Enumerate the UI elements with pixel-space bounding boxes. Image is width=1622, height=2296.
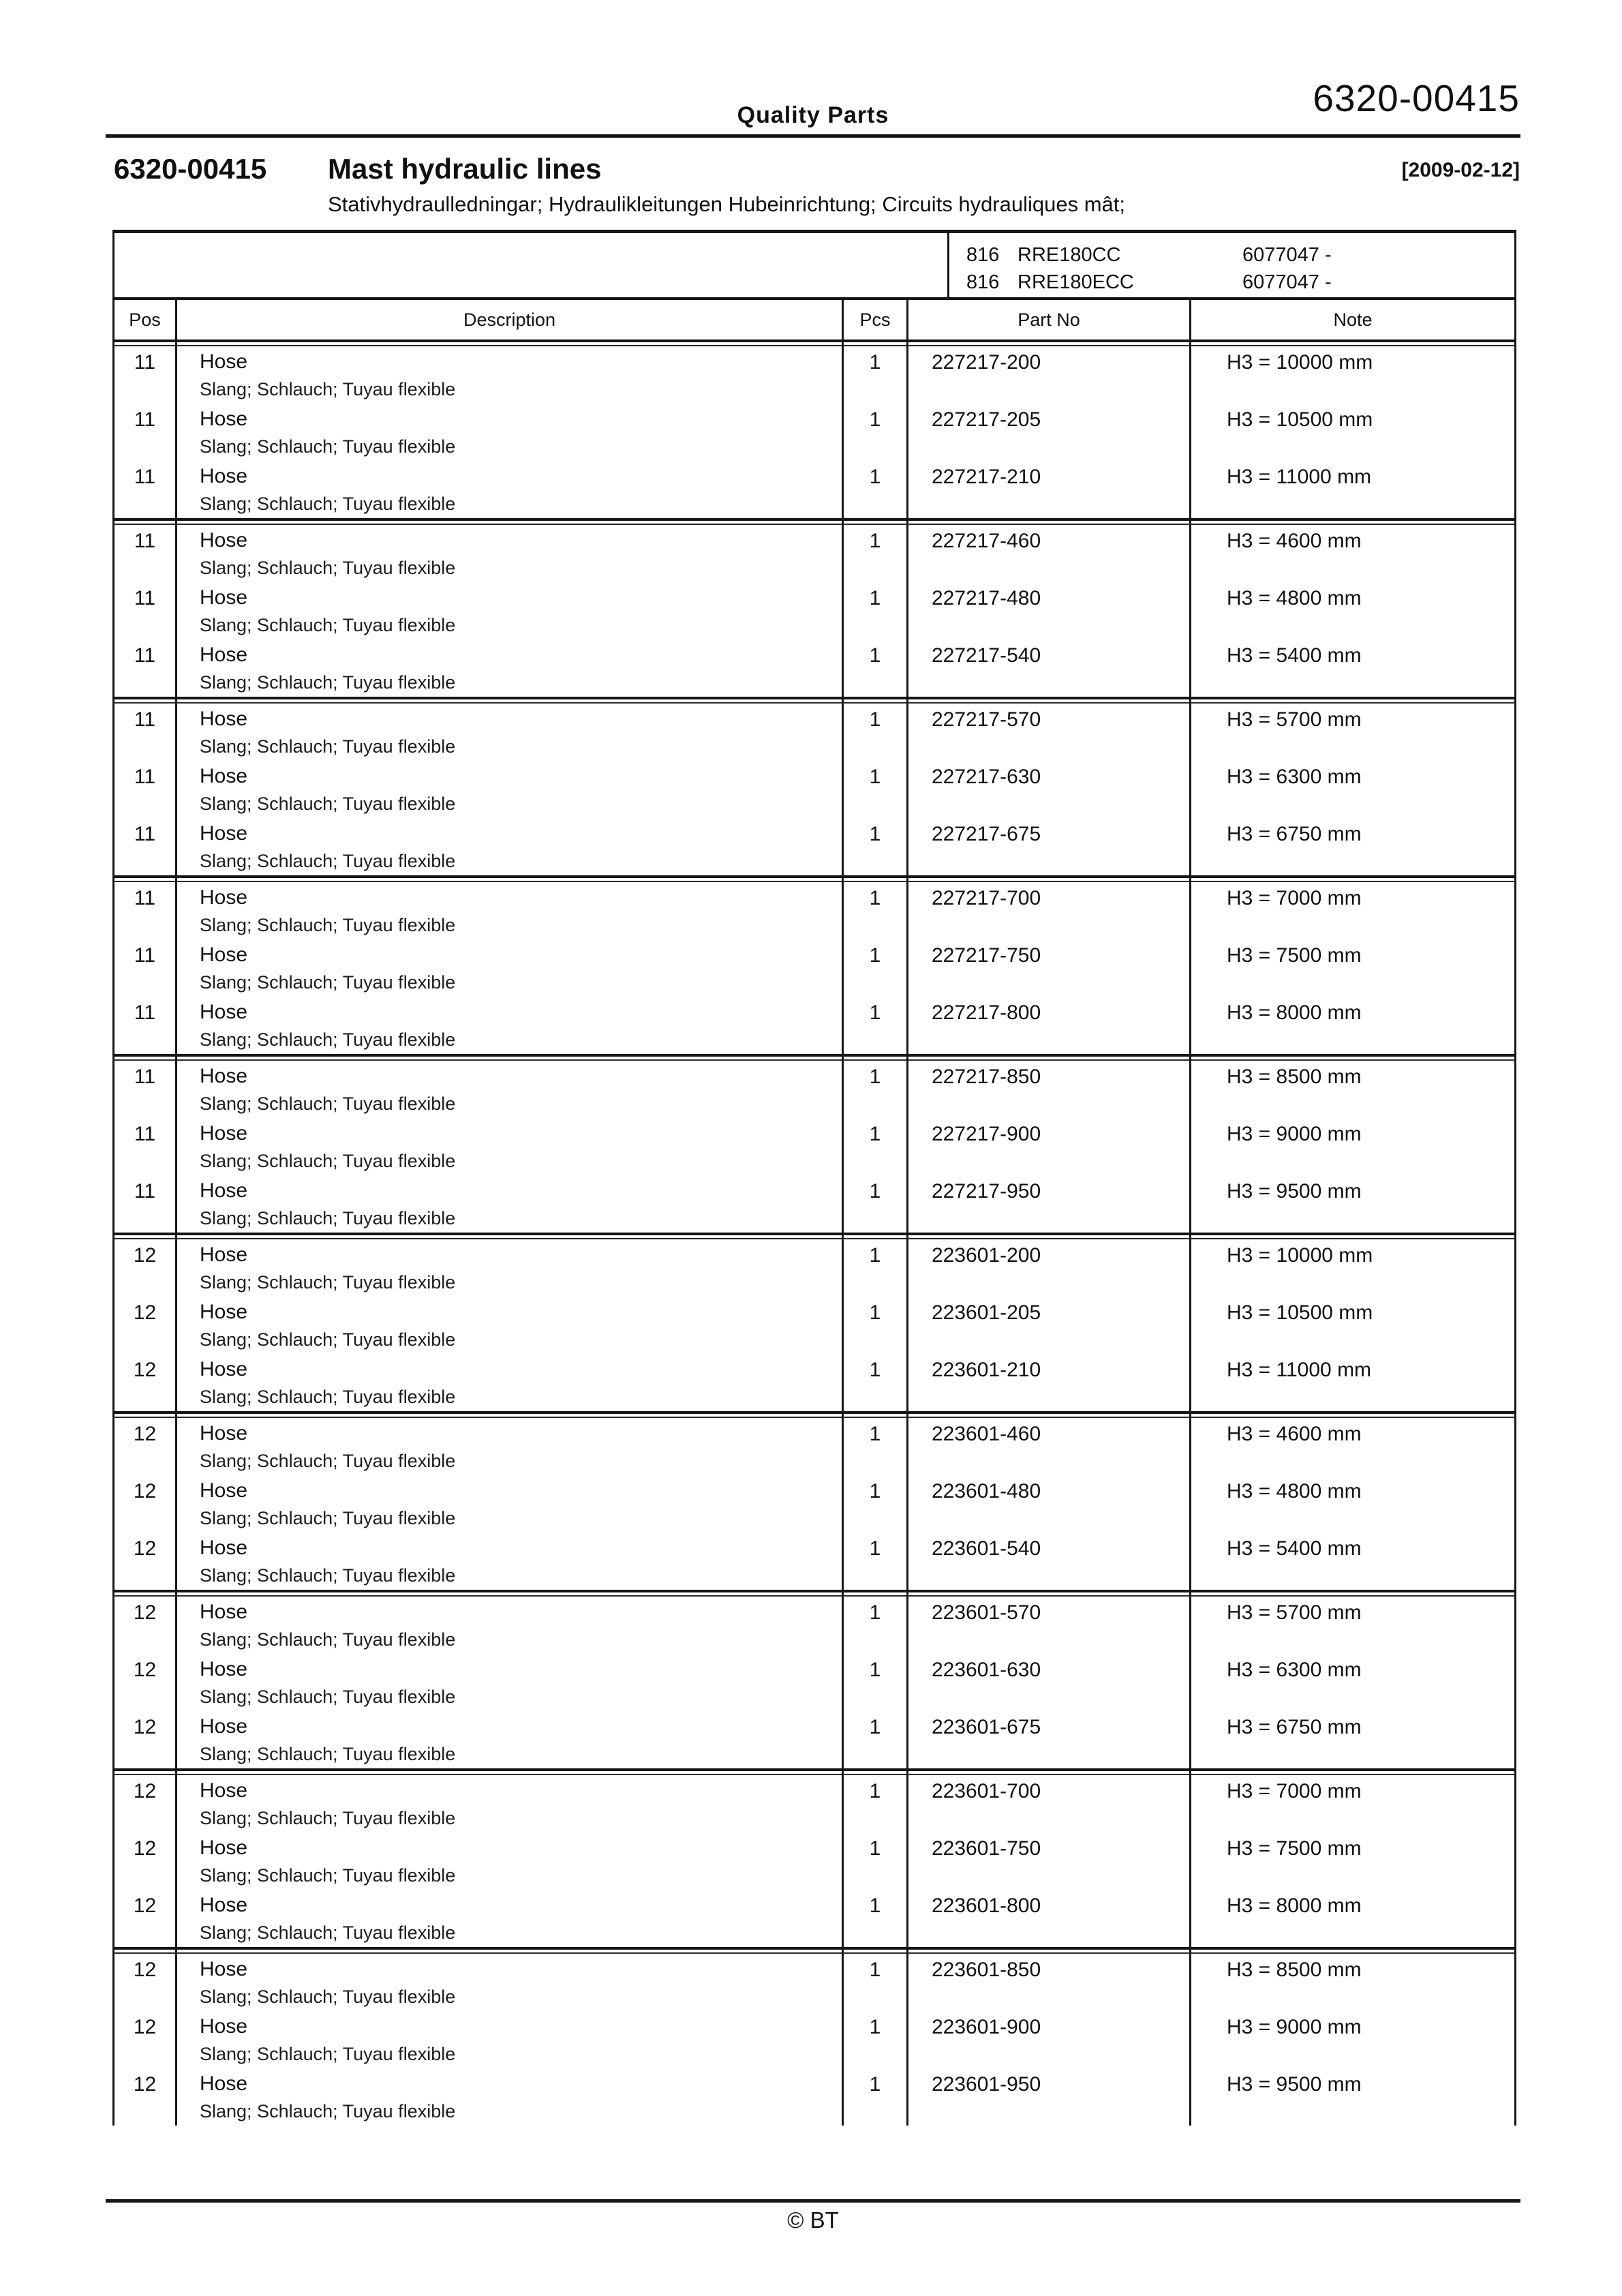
table-row bbox=[112, 1532, 1516, 1590]
pos-cell: 11 bbox=[112, 939, 175, 997]
note-cell: H3 = 5700 mm bbox=[1189, 704, 1516, 761]
part-no-cell: 223601-540 bbox=[906, 1532, 1189, 1590]
note-cell: H3 = 7000 mm bbox=[1189, 1775, 1516, 1832]
pos-cell: 12 bbox=[112, 1239, 175, 1297]
description-translations: Slang; Schlauch; Tuyau flexible bbox=[200, 1744, 456, 1764]
part-no-cell: 223601-205 bbox=[906, 1297, 1189, 1354]
table-row bbox=[112, 1597, 1516, 1654]
description-translations: Slang; Schlauch; Tuyau flexible bbox=[200, 1922, 456, 1943]
pcs-cell: 1 bbox=[842, 1711, 906, 1768]
part-no-cell: 223601-570 bbox=[906, 1597, 1189, 1654]
description-translations: Slang; Schlauch; Tuyau flexible bbox=[200, 1508, 456, 1528]
pos-cell: 11 bbox=[112, 582, 175, 639]
column-header-description: Description bbox=[175, 300, 842, 339]
note-cell: H3 = 7500 mm bbox=[1189, 939, 1516, 997]
description-translations: Slang; Schlauch; Tuyau flexible bbox=[200, 1687, 456, 1707]
pos-cell: 12 bbox=[112, 1297, 175, 1354]
row-group bbox=[112, 875, 1516, 1054]
pos-cell: 11 bbox=[112, 1175, 175, 1233]
description-main: Hose bbox=[200, 708, 248, 730]
description-cell bbox=[175, 639, 842, 697]
note-cell: H3 = 6750 mm bbox=[1189, 818, 1516, 875]
group-rows bbox=[112, 882, 1516, 1054]
note-cell: H3 = 4800 mm bbox=[1189, 582, 1516, 639]
pcs-cell: 1 bbox=[842, 1954, 906, 2011]
description-translations: Slang; Schlauch; Tuyau flexible bbox=[200, 794, 456, 814]
group-rows bbox=[112, 1418, 1516, 1590]
description-main: Hose bbox=[200, 1894, 248, 1916]
title-number: 6320-00415 bbox=[114, 153, 267, 185]
description-cell bbox=[175, 1061, 842, 1118]
machine-model: RRE180CC bbox=[1017, 244, 1121, 266]
note-cell: H3 = 9000 mm bbox=[1189, 2011, 1516, 2068]
pcs-cell: 1 bbox=[842, 2068, 906, 2126]
note-cell: H3 = 4600 mm bbox=[1189, 1418, 1516, 1475]
row-group bbox=[112, 1768, 1516, 1947]
pos-cell: 11 bbox=[112, 761, 175, 818]
table-row bbox=[112, 704, 1516, 761]
title-translations: Stativhydraulledningar; Hydraulikleitungen Hubeinrichtung; Circuits hydrauliques mât; bbox=[328, 192, 1126, 216]
pos-cell: 11 bbox=[112, 1118, 175, 1175]
pos-cell: 11 bbox=[112, 404, 175, 461]
footer-rule bbox=[106, 2199, 1520, 2203]
row-group bbox=[112, 518, 1516, 697]
pos-cell: 12 bbox=[112, 1890, 175, 1947]
description-main: Hose bbox=[200, 2072, 248, 2095]
pcs-cell: 1 bbox=[842, 1532, 906, 1590]
description-cell bbox=[175, 997, 842, 1054]
table-row bbox=[112, 2011, 1516, 2068]
part-no-cell: 223601-630 bbox=[906, 1654, 1189, 1711]
note-cell: H3 = 6300 mm bbox=[1189, 1654, 1516, 1711]
pos-cell: 11 bbox=[112, 461, 175, 518]
part-no-cell: 227217-630 bbox=[906, 761, 1189, 818]
description-main: Hose bbox=[200, 1179, 248, 1202]
group-separator bbox=[112, 339, 1516, 346]
part-no-cell: 223601-200 bbox=[906, 1239, 1189, 1297]
description-main: Hose bbox=[200, 1001, 248, 1023]
part-no-cell: 227217-800 bbox=[906, 997, 1189, 1054]
note-cell: H3 = 5700 mm bbox=[1189, 1597, 1516, 1654]
table-row bbox=[112, 761, 1516, 818]
document-number-header: 6320-00415 bbox=[1313, 77, 1520, 119]
description-cell bbox=[175, 1711, 842, 1768]
group-rows bbox=[112, 525, 1516, 697]
note-cell: H3 = 10500 mm bbox=[1189, 1297, 1516, 1354]
machine-info-box bbox=[112, 230, 1516, 300]
description-translations: Slang; Schlauch; Tuyau flexible bbox=[200, 915, 456, 935]
description-main: Hose bbox=[200, 1658, 248, 1680]
description-translations: Slang; Schlauch; Tuyau flexible bbox=[200, 1329, 456, 1350]
description-cell bbox=[175, 1175, 842, 1233]
pos-cell: 12 bbox=[112, 1711, 175, 1768]
note-cell: H3 = 11000 mm bbox=[1189, 1354, 1516, 1411]
part-no-cell: 223601-675 bbox=[906, 1711, 1189, 1768]
description-translations: Slang; Schlauch; Tuyau flexible bbox=[200, 1093, 456, 1114]
pos-cell: 12 bbox=[112, 1832, 175, 1890]
pcs-cell: 1 bbox=[842, 1354, 906, 1411]
pcs-cell: 1 bbox=[842, 1118, 906, 1175]
part-no-cell: 227217-205 bbox=[906, 404, 1189, 461]
description-translations: Slang; Schlauch; Tuyau flexible bbox=[200, 1451, 456, 1471]
description-cell bbox=[175, 1890, 842, 1947]
description-main: Hose bbox=[200, 765, 248, 787]
pos-cell: 11 bbox=[112, 346, 175, 404]
table-row bbox=[112, 1711, 1516, 1768]
table-row bbox=[112, 1175, 1516, 1233]
table-row bbox=[112, 346, 1516, 404]
note-cell: H3 = 7000 mm bbox=[1189, 882, 1516, 939]
pos-cell: 12 bbox=[112, 1775, 175, 1832]
table-row bbox=[112, 525, 1516, 582]
table-row bbox=[112, 1890, 1516, 1947]
pcs-cell: 1 bbox=[842, 1061, 906, 1118]
note-cell: H3 = 4600 mm bbox=[1189, 525, 1516, 582]
part-no-cell: 227217-210 bbox=[906, 461, 1189, 518]
pcs-cell: 1 bbox=[842, 997, 906, 1054]
description-translations: Slang; Schlauch; Tuyau flexible bbox=[200, 1029, 456, 1050]
pcs-cell: 1 bbox=[842, 939, 906, 997]
note-cell: H3 = 5400 mm bbox=[1189, 1532, 1516, 1590]
column-header-pos: Pos bbox=[112, 300, 175, 339]
description-main: Hose bbox=[200, 1601, 248, 1623]
part-no-cell: 223601-480 bbox=[906, 1475, 1189, 1532]
note-cell: H3 = 9500 mm bbox=[1189, 2068, 1516, 2126]
page-title: Mast hydraulic lines bbox=[328, 153, 602, 185]
revision-date: [2009-02-12] bbox=[1401, 159, 1520, 181]
pcs-cell: 1 bbox=[842, 639, 906, 697]
part-no-cell: 223601-850 bbox=[906, 1954, 1189, 2011]
group-separator bbox=[112, 518, 1516, 525]
group-separator bbox=[112, 1411, 1516, 1418]
table-row bbox=[112, 1354, 1516, 1411]
note-cell: H3 = 9000 mm bbox=[1189, 1118, 1516, 1175]
pos-cell: 11 bbox=[112, 997, 175, 1054]
pcs-cell: 1 bbox=[842, 582, 906, 639]
description-main: Hose bbox=[200, 644, 248, 666]
group-rows bbox=[112, 1597, 1516, 1768]
table-row bbox=[112, 1239, 1516, 1297]
description-cell bbox=[175, 1954, 842, 2011]
description-main: Hose bbox=[200, 1779, 248, 1802]
description-translations: Slang; Schlauch; Tuyau flexible bbox=[200, 672, 456, 693]
table-row bbox=[112, 2068, 1516, 2126]
group-separator bbox=[112, 1590, 1516, 1597]
description-cell bbox=[175, 818, 842, 875]
pcs-cell: 1 bbox=[842, 1890, 906, 1947]
description-cell bbox=[175, 1297, 842, 1354]
table-groups bbox=[112, 339, 1516, 2126]
description-cell bbox=[175, 939, 842, 997]
pcs-cell: 1 bbox=[842, 525, 906, 582]
description-cell bbox=[175, 1597, 842, 1654]
group-rows bbox=[112, 1775, 1516, 1947]
machine-model: RRE180ECC bbox=[1017, 271, 1134, 293]
row-group bbox=[112, 1411, 1516, 1590]
row-group bbox=[112, 1590, 1516, 1768]
table-row bbox=[112, 461, 1516, 518]
description-translations: Slang; Schlauch; Tuyau flexible bbox=[200, 1387, 456, 1407]
pos-cell: 12 bbox=[112, 1597, 175, 1654]
description-cell bbox=[175, 1239, 842, 1297]
description-main: Hose bbox=[200, 943, 248, 966]
description-main: Hose bbox=[200, 529, 248, 552]
description-cell bbox=[175, 1654, 842, 1711]
pcs-cell: 1 bbox=[842, 1239, 906, 1297]
row-group bbox=[112, 1947, 1516, 2126]
pcs-cell: 1 bbox=[842, 882, 906, 939]
pcs-cell: 1 bbox=[842, 818, 906, 875]
group-separator bbox=[112, 1233, 1516, 1239]
pos-cell: 11 bbox=[112, 639, 175, 697]
note-cell: H3 = 9500 mm bbox=[1189, 1175, 1516, 1233]
part-no-cell: 227217-750 bbox=[906, 939, 1189, 997]
description-translations: Slang; Schlauch; Tuyau flexible bbox=[200, 1565, 456, 1586]
part-no-cell: 223601-210 bbox=[906, 1354, 1189, 1411]
pcs-cell: 1 bbox=[842, 1832, 906, 1890]
description-translations: Slang; Schlauch; Tuyau flexible bbox=[200, 1987, 456, 2007]
description-main: Hose bbox=[200, 1301, 248, 1323]
pcs-cell: 1 bbox=[842, 1597, 906, 1654]
note-cell: H3 = 6750 mm bbox=[1189, 1711, 1516, 1768]
group-rows bbox=[112, 1239, 1516, 1411]
description-translations: Slang; Schlauch; Tuyau flexible bbox=[200, 2044, 456, 2064]
group-rows bbox=[112, 346, 1516, 518]
machine-code: 816 bbox=[966, 271, 1000, 293]
part-no-cell: 223601-700 bbox=[906, 1775, 1189, 1832]
description-main: Hose bbox=[200, 1837, 248, 1859]
pos-cell: 12 bbox=[112, 1354, 175, 1411]
group-separator bbox=[112, 1947, 1516, 1954]
pos-cell: 12 bbox=[112, 1654, 175, 1711]
part-no-cell: 227217-850 bbox=[906, 1061, 1189, 1118]
pos-cell: 12 bbox=[112, 1418, 175, 1475]
table-row bbox=[112, 1654, 1516, 1711]
description-cell bbox=[175, 525, 842, 582]
group-separator bbox=[112, 1054, 1516, 1061]
pcs-cell: 1 bbox=[842, 2011, 906, 2068]
description-translations: Slang; Schlauch; Tuyau flexible bbox=[200, 2101, 456, 2121]
machine-info-cell bbox=[947, 233, 1516, 297]
description-cell bbox=[175, 1532, 842, 1590]
part-no-cell: 223601-750 bbox=[906, 1832, 1189, 1890]
pos-cell: 12 bbox=[112, 1954, 175, 2011]
header-rule bbox=[106, 134, 1520, 138]
note-cell: H3 = 10500 mm bbox=[1189, 404, 1516, 461]
part-no-cell: 223601-460 bbox=[906, 1418, 1189, 1475]
description-cell bbox=[175, 461, 842, 518]
note-cell: H3 = 10000 mm bbox=[1189, 346, 1516, 404]
pcs-cell: 1 bbox=[842, 761, 906, 818]
description-main: Hose bbox=[200, 1358, 248, 1380]
description-main: Hose bbox=[200, 1122, 248, 1145]
pcs-cell: 1 bbox=[842, 1475, 906, 1532]
group-rows bbox=[112, 1954, 1516, 2126]
table-row bbox=[112, 582, 1516, 639]
pcs-cell: 1 bbox=[842, 346, 906, 404]
description-main: Hose bbox=[200, 1479, 248, 1502]
description-main: Hose bbox=[200, 465, 248, 487]
description-main: Hose bbox=[200, 350, 248, 373]
note-cell: H3 = 8000 mm bbox=[1189, 997, 1516, 1054]
note-cell: H3 = 8500 mm bbox=[1189, 1061, 1516, 1118]
description-main: Hose bbox=[200, 1422, 248, 1445]
column-header-part-no: Part No bbox=[906, 300, 1189, 339]
description-main: Hose bbox=[200, 408, 248, 430]
description-translations: Slang; Schlauch; Tuyau flexible bbox=[200, 494, 456, 514]
machine-serial: 6077047 - bbox=[1242, 244, 1332, 266]
note-cell: H3 = 8500 mm bbox=[1189, 1954, 1516, 2011]
group-separator bbox=[112, 697, 1516, 704]
description-main: Hose bbox=[200, 822, 248, 845]
table-row bbox=[112, 939, 1516, 997]
row-group bbox=[112, 339, 1516, 518]
description-cell bbox=[175, 1475, 842, 1532]
description-main: Hose bbox=[200, 1537, 248, 1559]
table-row bbox=[112, 1775, 1516, 1832]
pcs-cell: 1 bbox=[842, 1175, 906, 1233]
part-no-cell: 227217-950 bbox=[906, 1175, 1189, 1233]
pos-cell: 12 bbox=[112, 2068, 175, 2126]
description-cell bbox=[175, 1418, 842, 1475]
description-cell bbox=[175, 582, 842, 639]
description-translations: Slang; Schlauch; Tuyau flexible bbox=[200, 1808, 456, 1828]
description-translations: Slang; Schlauch; Tuyau flexible bbox=[200, 736, 456, 757]
description-cell bbox=[175, 704, 842, 761]
table-row bbox=[112, 404, 1516, 461]
table-row bbox=[112, 1297, 1516, 1354]
pos-cell: 12 bbox=[112, 2011, 175, 2068]
description-cell bbox=[175, 1832, 842, 1890]
note-cell: H3 = 10000 mm bbox=[1189, 1239, 1516, 1297]
table-row bbox=[112, 639, 1516, 697]
group-separator bbox=[112, 875, 1516, 882]
description-main: Hose bbox=[200, 1958, 248, 1980]
part-no-cell: 227217-480 bbox=[906, 582, 1189, 639]
table-row bbox=[112, 1475, 1516, 1532]
pos-cell: 11 bbox=[112, 882, 175, 939]
description-translations: Slang; Schlauch; Tuyau flexible bbox=[200, 851, 456, 871]
machine-info-line bbox=[966, 241, 1514, 269]
pos-cell: 12 bbox=[112, 1475, 175, 1532]
machine-info-empty-cell bbox=[112, 233, 947, 297]
table-row bbox=[112, 1954, 1516, 2011]
column-header-note: Note bbox=[1189, 300, 1516, 339]
description-cell bbox=[175, 1118, 842, 1175]
part-no-cell: 227217-540 bbox=[906, 639, 1189, 697]
description-main: Hose bbox=[200, 1715, 248, 1738]
note-cell: H3 = 5400 mm bbox=[1189, 639, 1516, 697]
pos-cell: 12 bbox=[112, 1532, 175, 1590]
description-translations: Slang; Schlauch; Tuyau flexible bbox=[200, 615, 456, 635]
description-cell bbox=[175, 1354, 842, 1411]
part-no-cell: 227217-700 bbox=[906, 882, 1189, 939]
group-rows bbox=[112, 1061, 1516, 1233]
part-no-cell: 223601-900 bbox=[906, 2011, 1189, 2068]
pcs-cell: 1 bbox=[842, 704, 906, 761]
pos-cell: 11 bbox=[112, 1061, 175, 1118]
description-translations: Slang; Schlauch; Tuyau flexible bbox=[200, 379, 456, 399]
part-no-cell: 227217-900 bbox=[906, 1118, 1189, 1175]
table-row bbox=[112, 818, 1516, 875]
row-group bbox=[112, 1054, 1516, 1233]
description-cell bbox=[175, 1775, 842, 1832]
description-translations: Slang; Schlauch; Tuyau flexible bbox=[200, 1272, 456, 1293]
group-rows bbox=[112, 704, 1516, 875]
table-header-row bbox=[112, 300, 1516, 339]
pcs-cell: 1 bbox=[842, 404, 906, 461]
table-row bbox=[112, 997, 1516, 1054]
group-separator bbox=[112, 1768, 1516, 1775]
pcs-cell: 1 bbox=[842, 1297, 906, 1354]
description-translations: Slang; Schlauch; Tuyau flexible bbox=[200, 1208, 456, 1228]
part-no-cell: 223601-800 bbox=[906, 1890, 1189, 1947]
description-translations: Slang; Schlauch; Tuyau flexible bbox=[200, 558, 456, 578]
description-main: Hose bbox=[200, 886, 248, 909]
pos-cell: 11 bbox=[112, 525, 175, 582]
description-cell bbox=[175, 2011, 842, 2068]
table-row bbox=[112, 1832, 1516, 1890]
part-no-cell: 227217-570 bbox=[906, 704, 1189, 761]
description-translations: Slang; Schlauch; Tuyau flexible bbox=[200, 436, 456, 457]
table-row bbox=[112, 882, 1516, 939]
pcs-cell: 1 bbox=[842, 1654, 906, 1711]
description-cell bbox=[175, 882, 842, 939]
description-cell bbox=[175, 404, 842, 461]
note-cell: H3 = 8000 mm bbox=[1189, 1890, 1516, 1947]
row-group bbox=[112, 1233, 1516, 1411]
description-cell bbox=[175, 2068, 842, 2126]
note-cell: H3 = 4800 mm bbox=[1189, 1475, 1516, 1532]
description-cell bbox=[175, 761, 842, 818]
table-row bbox=[112, 1118, 1516, 1175]
part-no-cell: 223601-950 bbox=[906, 2068, 1189, 2126]
description-main: Hose bbox=[200, 1065, 248, 1087]
table-row bbox=[112, 1061, 1516, 1118]
parts-table bbox=[112, 230, 1516, 2126]
part-no-cell: 227217-460 bbox=[906, 525, 1189, 582]
machine-serial: 6077047 - bbox=[1242, 271, 1332, 293]
description-main: Hose bbox=[200, 586, 248, 609]
pcs-cell: 1 bbox=[842, 1418, 906, 1475]
description-main: Hose bbox=[200, 1243, 248, 1266]
description-translations: Slang; Schlauch; Tuyau flexible bbox=[200, 1629, 456, 1650]
pos-cell: 11 bbox=[112, 704, 175, 761]
description-main: Hose bbox=[200, 2015, 248, 2038]
note-cell: H3 = 7500 mm bbox=[1189, 1832, 1516, 1890]
pos-cell: 11 bbox=[112, 818, 175, 875]
machine-info-line bbox=[966, 269, 1514, 296]
copyright-notice: © BT bbox=[787, 2207, 839, 2233]
description-translations: Slang; Schlauch; Tuyau flexible bbox=[200, 1865, 456, 1886]
note-cell: H3 = 6300 mm bbox=[1189, 761, 1516, 818]
machine-code: 816 bbox=[966, 244, 1000, 266]
description-translations: Slang; Schlauch; Tuyau flexible bbox=[200, 1151, 456, 1171]
part-no-cell: 227217-200 bbox=[906, 346, 1189, 404]
description-cell bbox=[175, 346, 842, 404]
description-translations: Slang; Schlauch; Tuyau flexible bbox=[200, 972, 456, 993]
brand-title: Quality Parts bbox=[737, 102, 889, 128]
pcs-cell: 1 bbox=[842, 461, 906, 518]
note-cell: H3 = 11000 mm bbox=[1189, 461, 1516, 518]
table-row bbox=[112, 1418, 1516, 1475]
part-no-cell: 227217-675 bbox=[906, 818, 1189, 875]
row-group bbox=[112, 697, 1516, 875]
pcs-cell: 1 bbox=[842, 1775, 906, 1832]
column-header-pcs: Pcs bbox=[842, 300, 906, 339]
